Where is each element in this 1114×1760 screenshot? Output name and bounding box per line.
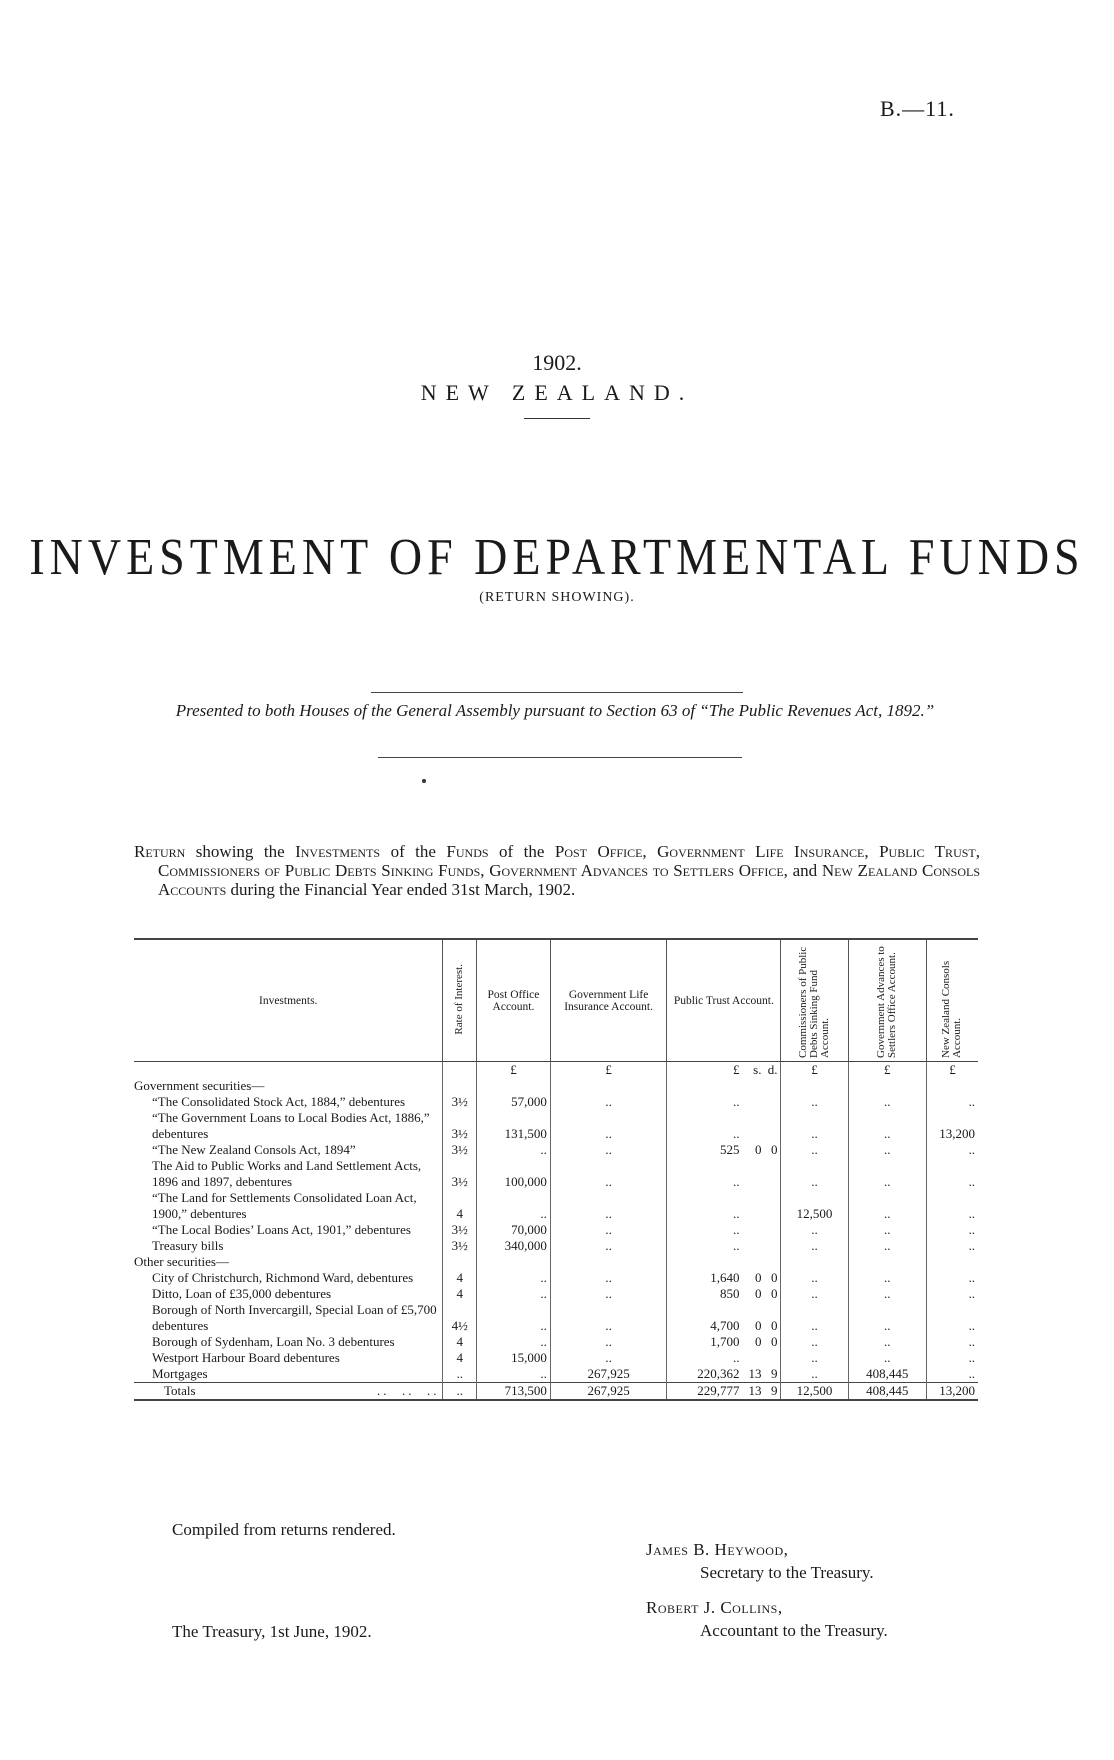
intro-text-2: of the — [380, 842, 447, 861]
table-header-row — [134, 939, 978, 1062]
cell-commissioners: .. — [781, 1366, 848, 1383]
cell-advances: .. — [848, 1222, 926, 1238]
cell-consols: .. — [926, 1302, 978, 1334]
units-cell-post-office: £ — [477, 1062, 551, 1079]
cell-consols: .. — [926, 1142, 978, 1158]
word-investments: Investments — [295, 842, 381, 861]
cell-investment-label: Borough of Sydenham, Loan No. 3 debentures — [152, 1334, 395, 1349]
totals-rate: .. — [443, 1383, 477, 1401]
cell-rate: 3½ — [443, 1094, 477, 1110]
cell-rate: 4½ — [443, 1302, 477, 1334]
cell-public-trust: .. — [667, 1222, 781, 1238]
cell-investment-label: Government securities— — [134, 1078, 265, 1093]
cell-consols: .. — [926, 1270, 978, 1286]
cell-consols — [926, 1254, 978, 1270]
document-subtitle: (RETURN SHOWING). — [479, 590, 635, 605]
totals-row — [134, 1383, 978, 1401]
cell-investment-label: “The Consolidated Stock Act, 1884,” debentures — [152, 1094, 406, 1109]
cell-investment-label: City of Christchurch, Richmond Ward, debentures — [152, 1270, 414, 1285]
totals-post-office: 713,500 — [477, 1383, 551, 1401]
cell-consols: .. — [926, 1286, 978, 1302]
table-row — [134, 1334, 978, 1350]
divider-top — [371, 692, 743, 693]
header-rate-label: Rate of Interest. — [453, 963, 466, 1035]
totals-label: Totals .. .. .. — [134, 1383, 443, 1401]
cell-investment-label: Westport Harbour Board debentures — [152, 1350, 340, 1365]
cell-post-office: 131,500 — [477, 1110, 551, 1142]
table-row — [134, 1094, 978, 1110]
header-commissioners-label: Commissioners of Public Debts Sinking Fund Account. — [797, 946, 832, 1058]
cell-commissioners: .. — [781, 1334, 848, 1350]
table-row — [134, 1350, 978, 1366]
intro-text-3: of the — [488, 842, 555, 861]
cell-gov-life: .. — [550, 1270, 666, 1286]
cell-post-office: 15,000 — [477, 1350, 551, 1366]
cell-gov-life: .. — [550, 1238, 666, 1254]
compiled-note: Compiled from returns rendered. — [172, 1520, 396, 1539]
cell-rate: 4 — [443, 1190, 477, 1222]
unit-pounds: £ — [732, 1062, 740, 1077]
table-row — [134, 1190, 978, 1222]
cell-consols: .. — [926, 1238, 978, 1254]
document-title: INVESTMENT OF DEPARTMENTAL FUNDS — [29, 527, 1085, 586]
table-row — [134, 1238, 978, 1254]
cell-rate: 3½ — [443, 1158, 477, 1190]
cell-advances — [848, 1254, 926, 1270]
cell-gov-life: .. — [550, 1094, 666, 1110]
cell-public-trust: 220,362 13 9 — [667, 1366, 781, 1383]
cell-public-trust — [667, 1254, 781, 1270]
document-reference: B.—11. — [880, 96, 955, 121]
cell-commissioners: 12,500 — [781, 1190, 848, 1222]
cell-gov-life: .. — [550, 1158, 666, 1190]
cell-advances: .. — [848, 1270, 926, 1286]
units-cell-rate — [443, 1062, 477, 1079]
cell-consols — [926, 1078, 978, 1094]
cell-investment-label: “The Government Loans to Local Bodies Act, 1886,” debentures — [152, 1110, 430, 1141]
cell-post-office: 70,000 — [477, 1222, 551, 1238]
country-heading: NEW ZEALAND. — [420, 380, 694, 405]
table-row — [134, 1110, 978, 1142]
table-row — [134, 1286, 978, 1302]
cell-gov-life — [550, 1078, 666, 1094]
totals-commissioners: 12,500 — [781, 1383, 848, 1401]
intro-text-1: showing the — [185, 842, 296, 861]
cell-advances: 408,445 — [848, 1366, 926, 1383]
units-cell-public-trust — [667, 1062, 781, 1079]
header-consols-label: New Zealand Consols Account. — [940, 960, 964, 1058]
unit-shillings: s. — [753, 1062, 762, 1077]
cell-public-trust — [667, 1078, 781, 1094]
cell-advances: .. — [848, 1238, 926, 1254]
cell-consols: .. — [926, 1190, 978, 1222]
cell-gov-life: .. — [550, 1334, 666, 1350]
header-gov-life: Government Life Insurance Account. — [550, 939, 666, 1062]
table-row — [134, 1078, 978, 1094]
cell-commissioners: .. — [781, 1238, 848, 1254]
departments-list: Post Office, Government Life Insurance, Public Trust, Commissioners of Public Debts Sinking Funds, Government Advances to Settlers Office, — [158, 842, 980, 880]
document-year: 1902. — [532, 350, 582, 375]
cell-investment-label: “The New Zealand Consols Act, 1894” — [152, 1142, 356, 1157]
table-row — [134, 1366, 978, 1383]
cell-public-trust: .. — [667, 1350, 781, 1366]
word-return: Return — [134, 842, 186, 861]
cell-post-office: .. — [477, 1366, 551, 1383]
totals-gov-life: 267,925 — [550, 1383, 666, 1401]
presented-note: Presented to both Houses of the General Assembly pursuant to Section 63 of “The Public Revenues Act, 1892.” — [175, 701, 935, 720]
cell-post-office: .. — [477, 1270, 551, 1286]
header-investments: Investments. — [134, 939, 443, 1062]
cell-rate: .. — [443, 1366, 477, 1383]
units-cell-investments — [134, 1062, 443, 1079]
cell-investment-label: Borough of North Invercargill, Special Loan of £5,700 debentures — [152, 1302, 437, 1333]
cell-public-trust: .. — [667, 1094, 781, 1110]
cell-consols: .. — [926, 1334, 978, 1350]
header-rate — [443, 939, 477, 1062]
cell-gov-life: .. — [550, 1286, 666, 1302]
header-commissioners — [781, 939, 848, 1062]
cell-post-office: .. — [477, 1142, 551, 1158]
units-cell-consols: £ — [926, 1062, 978, 1079]
header-advances — [848, 939, 926, 1062]
cell-consols: 13,200 — [926, 1110, 978, 1142]
header-post-office: Post Office Account. — [477, 939, 551, 1062]
cell-commissioners — [781, 1254, 848, 1270]
cell-investment-label: Treasury bills — [152, 1238, 224, 1253]
cell-commissioners: .. — [781, 1142, 848, 1158]
investments-table — [134, 938, 978, 1401]
cell-advances: .. — [848, 1190, 926, 1222]
signatory-2-title: Accountant to the Treasury. — [700, 1621, 888, 1640]
cell-investment-label: Mortgages — [152, 1366, 208, 1381]
cell-gov-life: .. — [550, 1142, 666, 1158]
cell-public-trust: .. — [667, 1238, 781, 1254]
unit-pence: d. — [767, 1062, 778, 1077]
return-description — [134, 842, 980, 899]
cell-public-trust: .. — [667, 1110, 781, 1142]
cell-investment-label: Ditto, Loan of £35,000 debentures — [152, 1286, 332, 1301]
consols-accounts: New Zealand Consols Accounts — [158, 861, 980, 899]
cell-advances — [848, 1078, 926, 1094]
table-body — [134, 1062, 978, 1383]
cell-gov-life: .. — [550, 1190, 666, 1222]
cell-commissioners: .. — [781, 1094, 848, 1110]
intro-text-4: and — [787, 861, 822, 880]
table-row — [134, 1302, 978, 1334]
cell-post-office: 340,000 — [477, 1238, 551, 1254]
cell-post-office: .. — [477, 1334, 551, 1350]
cell-rate: 4 — [443, 1286, 477, 1302]
cell-advances: .. — [848, 1334, 926, 1350]
table-row — [134, 1222, 978, 1238]
cell-commissioners — [781, 1078, 848, 1094]
cell-consols: .. — [926, 1350, 978, 1366]
cell-rate: 4 — [443, 1270, 477, 1286]
units-row — [134, 1062, 978, 1079]
cell-public-trust: 525 0 0 — [667, 1142, 781, 1158]
cell-commissioners: .. — [781, 1110, 848, 1142]
units-cell-commissioners: £ — [781, 1062, 848, 1079]
cell-rate: 4 — [443, 1334, 477, 1350]
cell-gov-life: .. — [550, 1350, 666, 1366]
cell-post-office: 100,000 — [477, 1158, 551, 1190]
totals-advances: 408,445 — [848, 1383, 926, 1401]
cell-public-trust: 4,700 0 0 — [667, 1302, 781, 1334]
cell-consols: .. — [926, 1222, 978, 1238]
cell-post-office — [477, 1078, 551, 1094]
cell-advances: .. — [848, 1302, 926, 1334]
cell-rate: 4 — [443, 1350, 477, 1366]
cell-rate: 3½ — [443, 1222, 477, 1238]
place-and-date: The Treasury, 1st June, 1902. — [172, 1622, 372, 1641]
print-dot — [422, 779, 426, 783]
cell-consols: .. — [926, 1158, 978, 1190]
cell-rate: 3½ — [443, 1142, 477, 1158]
cell-advances: .. — [848, 1142, 926, 1158]
header-consols — [926, 939, 978, 1062]
cell-advances: .. — [848, 1286, 926, 1302]
cell-advances: .. — [848, 1110, 926, 1142]
cell-rate: 3½ — [443, 1110, 477, 1142]
cell-commissioners: .. — [781, 1222, 848, 1238]
cell-post-office — [477, 1254, 551, 1270]
cell-public-trust: 1,640 0 0 — [667, 1270, 781, 1286]
header-advances-label: Government Advances to Settlers Office Account. — [875, 946, 899, 1058]
table-row — [134, 1270, 978, 1286]
table-row — [134, 1142, 978, 1158]
cell-advances: .. — [848, 1350, 926, 1366]
cell-investment-label: Other securities— — [134, 1254, 229, 1269]
cell-commissioners: .. — [781, 1302, 848, 1334]
cell-public-trust: 850 0 0 — [667, 1286, 781, 1302]
signatory-1-name: James B. Heywood, — [646, 1540, 789, 1559]
word-funds: Funds — [446, 842, 489, 861]
signatory-1-title: Secretary to the Treasury. — [700, 1563, 874, 1582]
cell-commissioners: .. — [781, 1270, 848, 1286]
cell-public-trust: .. — [667, 1190, 781, 1222]
totals-consols: 13,200 — [926, 1383, 978, 1401]
cell-consols: .. — [926, 1094, 978, 1110]
divider-bottom — [378, 757, 742, 758]
cell-investment-label: “The Local Bodies’ Loans Act, 1901,” debentures — [152, 1222, 411, 1237]
cell-post-office: .. — [477, 1302, 551, 1334]
table-row — [134, 1254, 978, 1270]
cell-post-office: 57,000 — [477, 1094, 551, 1110]
cell-advances: .. — [848, 1094, 926, 1110]
short-divider — [524, 418, 590, 419]
signatory-2-name: Robert J. Collins, — [646, 1598, 783, 1617]
intro-text-5: during the Financial Year ended 31st March, 1902. — [226, 880, 576, 899]
cell-consols: .. — [926, 1366, 978, 1383]
cell-rate: 3½ — [443, 1238, 477, 1254]
cell-gov-life: .. — [550, 1302, 666, 1334]
cell-rate — [443, 1254, 477, 1270]
cell-rate — [443, 1078, 477, 1094]
cell-gov-life: .. — [550, 1110, 666, 1142]
cell-investment-label: “The Land for Settlements Consolidated Loan Act, 1900,” debentures — [152, 1190, 417, 1221]
cell-public-trust: 1,700 0 0 — [667, 1334, 781, 1350]
cell-commissioners: .. — [781, 1350, 848, 1366]
cell-gov-life: .. — [550, 1222, 666, 1238]
cell-advances: .. — [848, 1158, 926, 1190]
cell-gov-life — [550, 1254, 666, 1270]
header-public-trust: Public Trust Account. — [667, 939, 781, 1062]
table-row — [134, 1158, 978, 1190]
totals-public-trust: 229,777 13 9 — [667, 1383, 781, 1401]
cell-commissioners: .. — [781, 1286, 848, 1302]
cell-gov-life: 267,925 — [550, 1366, 666, 1383]
units-cell-gov-life: £ — [550, 1062, 666, 1079]
cell-public-trust: .. — [667, 1158, 781, 1190]
cell-commissioners: .. — [781, 1158, 848, 1190]
cell-post-office: .. — [477, 1190, 551, 1222]
cell-investment-label: The Aid to Public Works and Land Settlement Acts, 1896 and 1897, debentures — [152, 1158, 422, 1189]
units-cell-advances: £ — [848, 1062, 926, 1079]
cell-post-office: .. — [477, 1286, 551, 1302]
